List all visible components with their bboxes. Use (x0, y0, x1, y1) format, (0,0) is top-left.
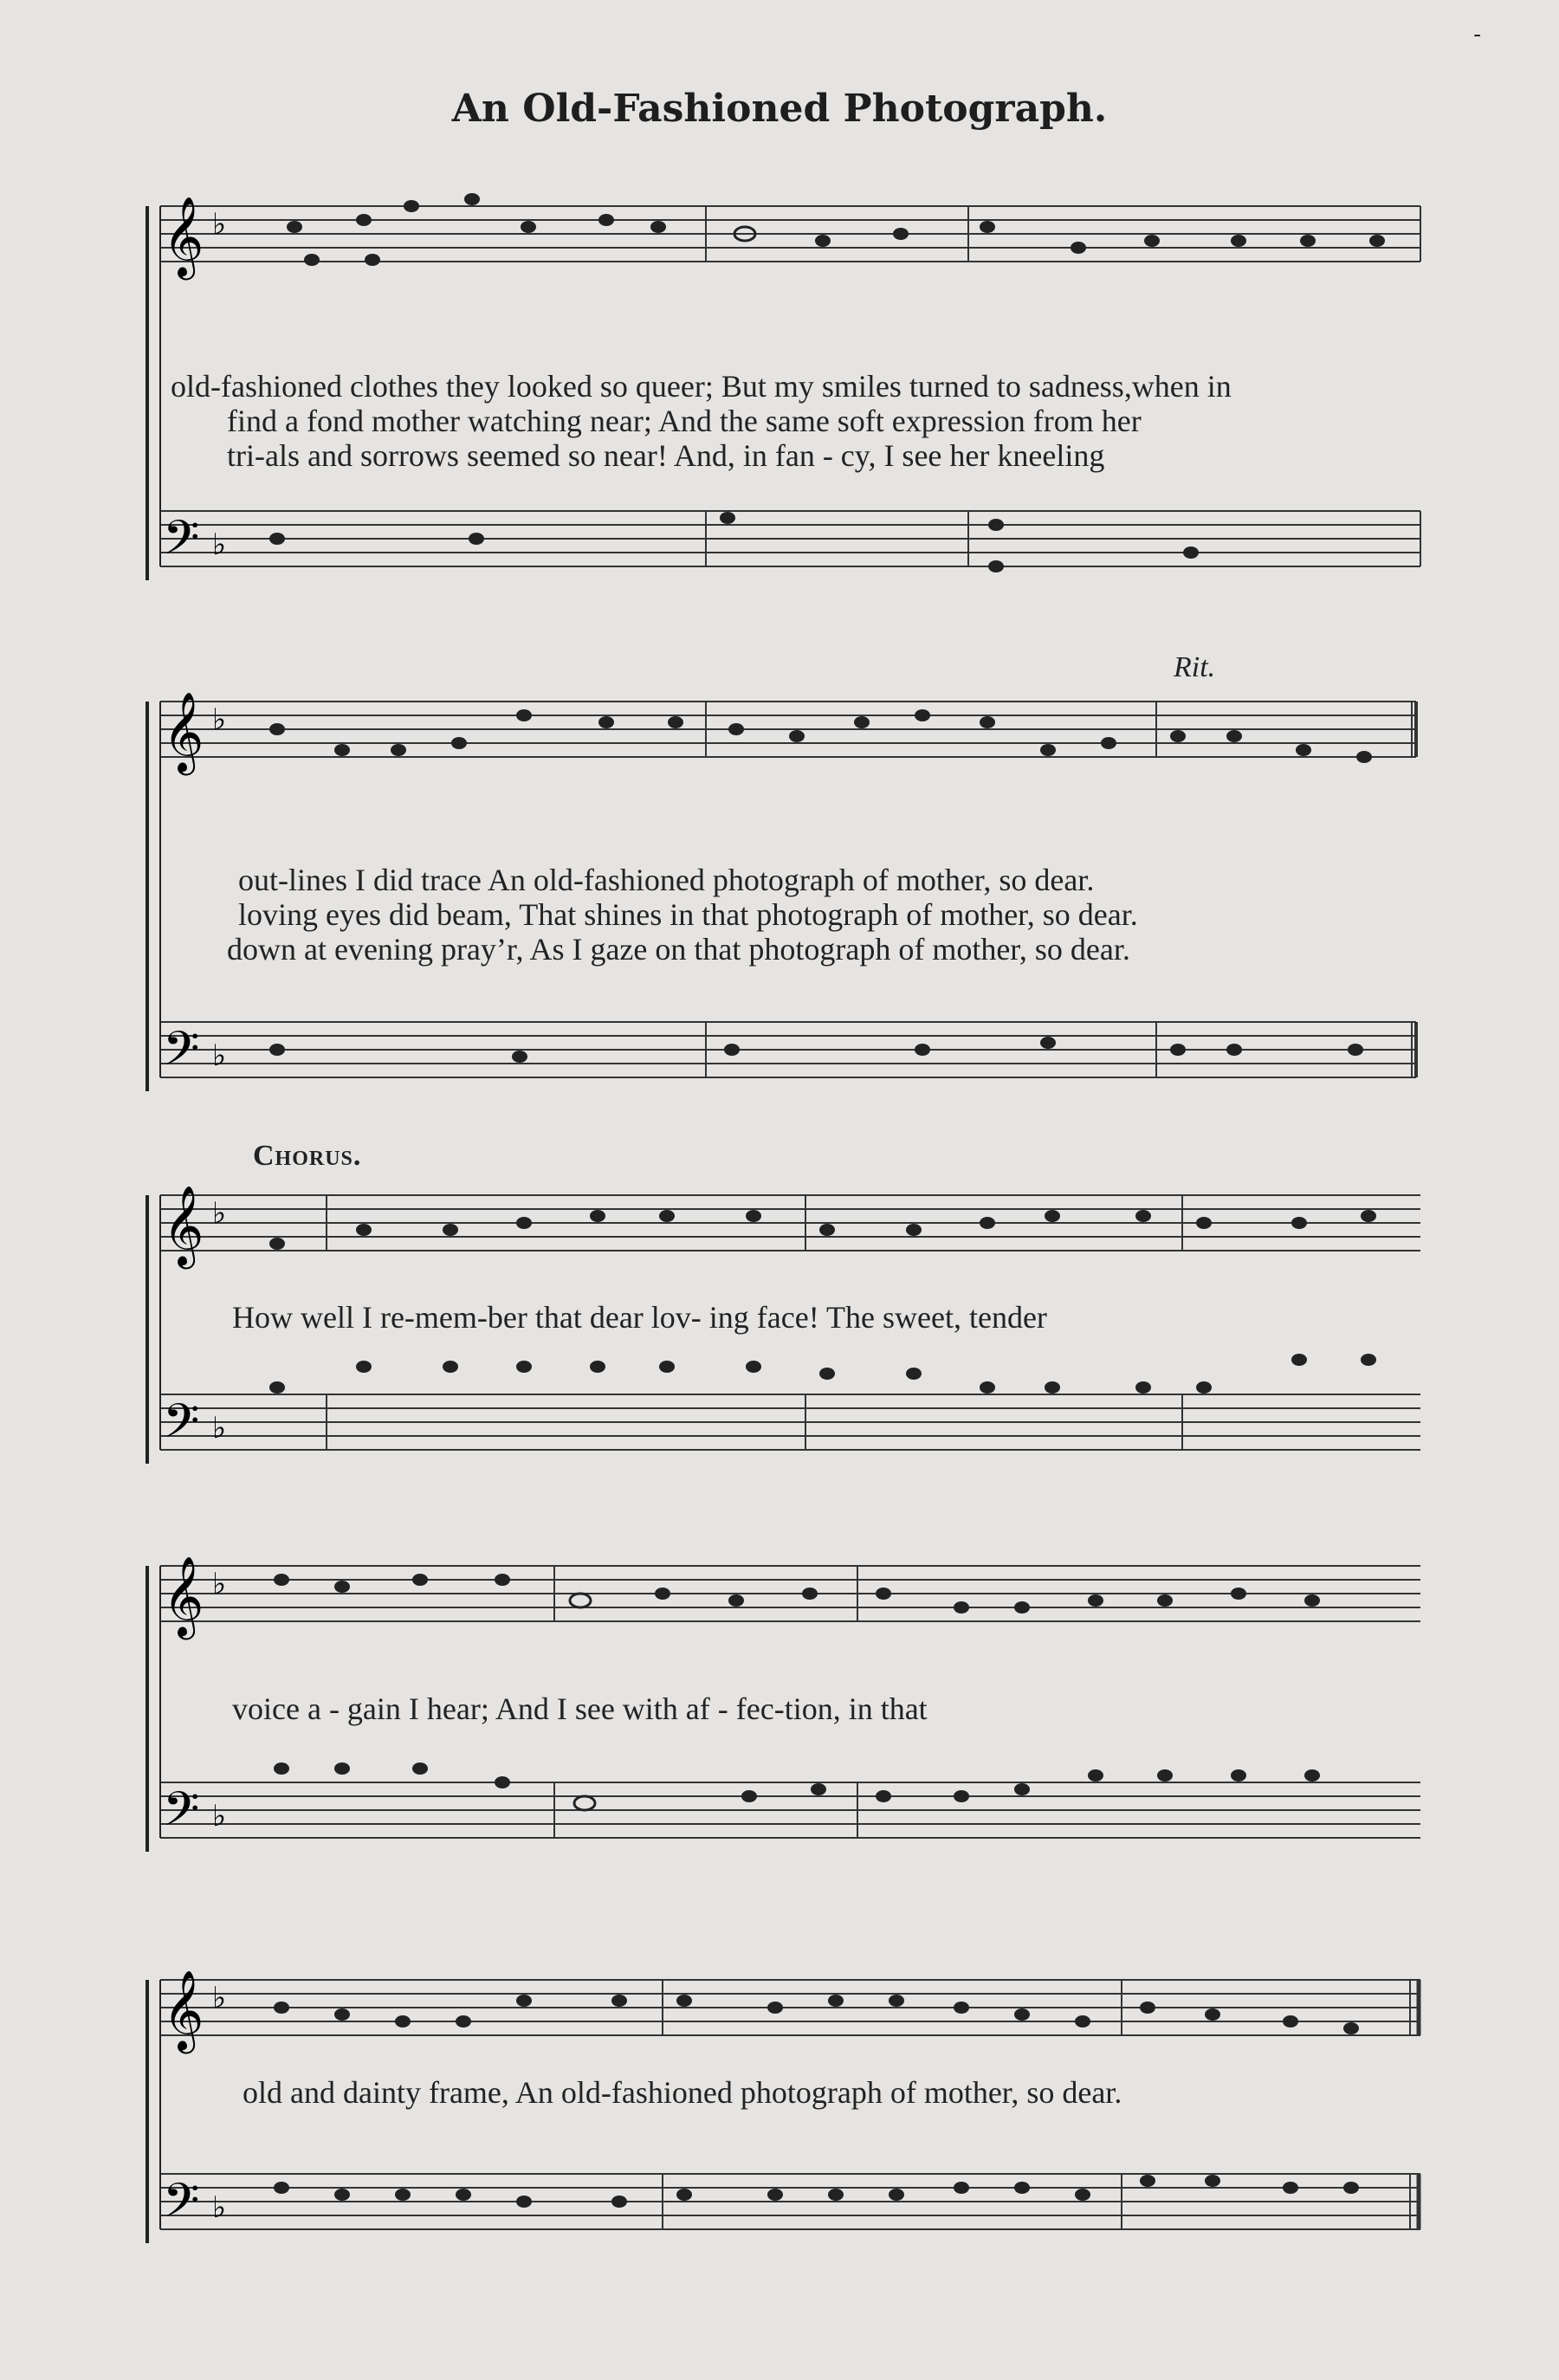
bass-staff (160, 2174, 1420, 2229)
flat-icon: ♭ (212, 527, 227, 562)
lyric-line: find a fond mother watching near; And the same soft expression from her (227, 404, 1142, 438)
treble-clef-icon: 𝄞 (163, 1969, 204, 2050)
bass-clef-icon: 𝄢 (163, 2173, 200, 2240)
lyric-line: How well I re-mem-ber that dear lov- ing face! The sweet, tender (232, 1300, 1047, 1335)
flat-icon: ♭ (212, 1981, 227, 2015)
lyric-line: voice a - gain I hear; And I see with af - fec-tion, in that (232, 1691, 928, 1726)
flat-icon: ♭ (212, 207, 227, 242)
lyric-line: old and dainty frame, An old-fashioned photograph of mother, so dear. (243, 2075, 1122, 2110)
flat-icon: ♭ (212, 702, 227, 737)
bass-clef-icon: 𝄢 (163, 1394, 200, 1460)
flat-icon: ♭ (212, 1799, 227, 1834)
treble-clef-icon: 𝄞 (163, 1185, 204, 1265)
lyric-line: old-fashioned clothes they looked so queer; But my smiles turned to sadness,when in (171, 369, 1232, 404)
flat-icon: ♭ (212, 1196, 227, 1231)
lyric-line: down at evening pray’r, As I gaze on that photograph of mother, so dear. (227, 932, 1130, 967)
flat-icon: ♭ (212, 1038, 227, 1073)
lyric-line: out-lines I did trace An old-fashioned photograph of mother, so dear. (238, 863, 1095, 897)
page-corner-mark: - (1473, 22, 1481, 48)
bass-clef-icon: 𝄢 (163, 1782, 200, 1848)
chorus-label: Chorus. (253, 1140, 362, 1172)
flat-icon: ♭ (212, 2190, 227, 2225)
treble-clef-icon: 𝄞 (163, 196, 204, 276)
flat-icon: ♭ (212, 1411, 227, 1445)
flat-icon: ♭ (212, 1567, 227, 1601)
treble-clef-icon: 𝄞 (163, 691, 204, 772)
lyric-line: tri-als and sorrows seemed so near! And, in fan - cy, I see her kneeling (227, 438, 1105, 473)
bass-clef-icon: 𝄢 (163, 1021, 200, 1088)
treble-clef-icon: 𝄞 (163, 1555, 204, 1636)
song-title: An Old-Fashioned Photograph. (451, 87, 1108, 131)
treble-staff (160, 1980, 1420, 2035)
rit-marking: Rit. (1174, 651, 1216, 683)
lyric-line: loving eyes did beam, That shines in that photograph of mother, so dear. (238, 897, 1138, 932)
bass-clef-icon: 𝄢 (163, 510, 200, 577)
